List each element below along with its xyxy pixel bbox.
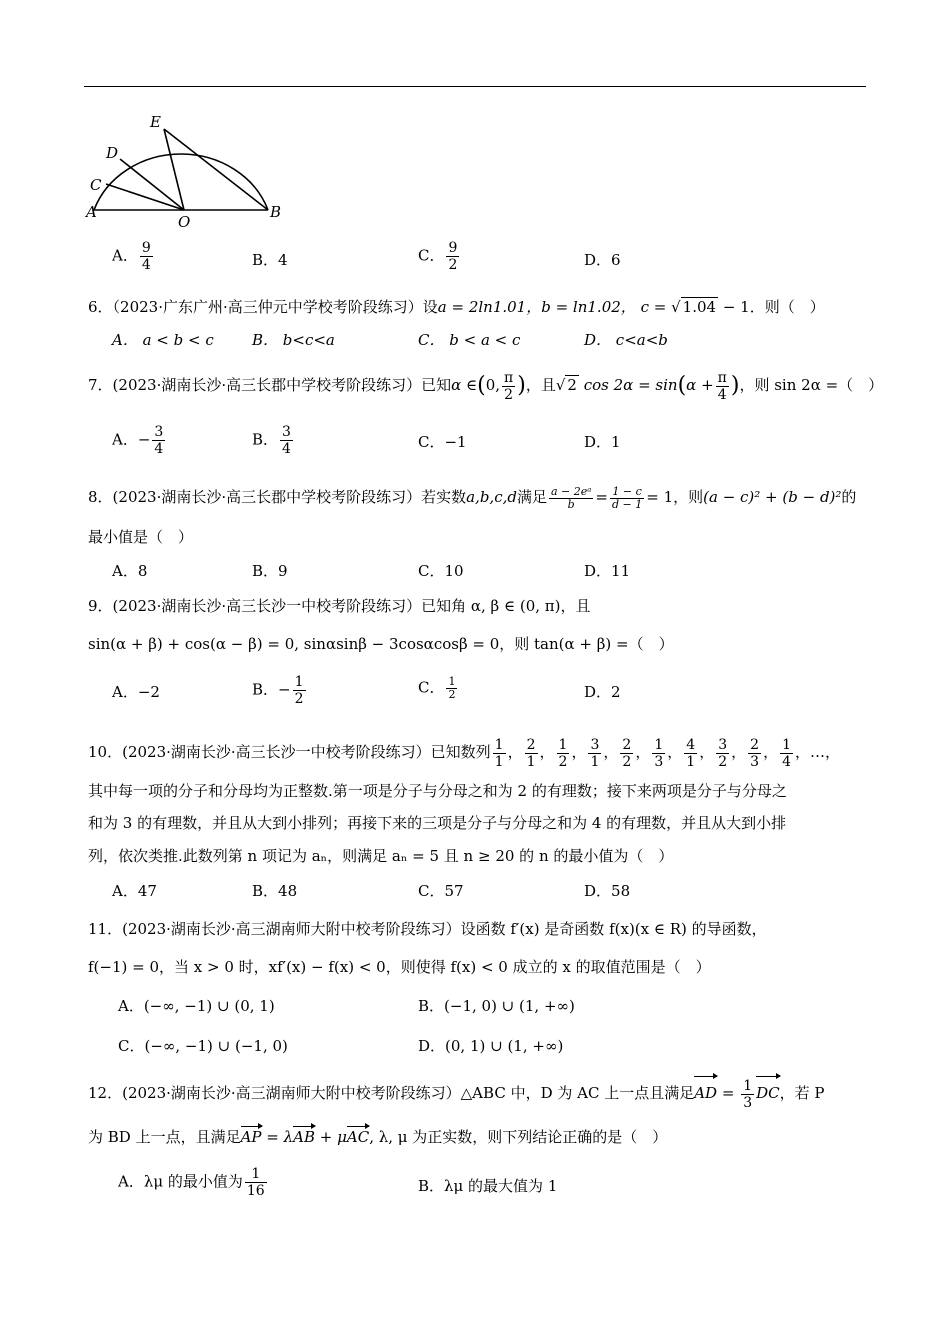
q5-option-b[interactable]: B．4 [252, 251, 288, 269]
q10-sequence-term: $\frac{1}{2}$ [558, 736, 568, 770]
q9-option-b[interactable]: B．− $\frac{1}{2}$ [252, 674, 304, 707]
q6-option-a[interactable]: A． a < b < c [112, 331, 214, 349]
q8-option-c[interactable]: C．10 [418, 562, 464, 580]
q12-option-b[interactable]: B．λμ 的最大值为 1 [418, 1177, 558, 1195]
q8-stem-line2: 最小值是（ ） [88, 528, 194, 546]
q6-option-c[interactable]: C． b < a < c [418, 331, 521, 349]
q6-option-b[interactable]: B． b<c<a [252, 331, 335, 349]
q10-sequence-term: $\frac{2}{1}$ [526, 736, 536, 770]
q12-option-a[interactable]: A．λμ 的最小值为 $\frac{1}{16}$ [118, 1166, 265, 1199]
q11-option-c[interactable]: C．(−∞, −1) ∪ (−1, 0) [118, 1037, 288, 1055]
q8-option-b[interactable]: B．9 [252, 562, 288, 580]
q10-option-b[interactable]: B．48 [252, 882, 298, 900]
q8-option-d[interactable]: D．11 [584, 562, 631, 580]
q10-sequence-term: $\frac{2}{2}$ [622, 736, 632, 770]
q10-option-a[interactable]: A．47 [112, 882, 157, 900]
q10-sequence-term: $\frac{1}{1}$ [494, 736, 504, 770]
q10-option-c[interactable]: C．57 [418, 882, 464, 900]
label-D: D [106, 144, 119, 162]
q11-option-d[interactable]: D．(0, 1) ∪ (1, +∞) [418, 1037, 564, 1055]
q11-stem-line2: f(−1) = 0，当 x > 0 时，xf′(x) − f(x) < 0，则使得 f(x) < 0 成立的 x 的取值范围是（ ） [88, 958, 711, 976]
q11-option-a[interactable]: A．(−∞, −1) ∪ (0, 1) [118, 997, 275, 1015]
header-rule [84, 86, 866, 87]
q11-option-b[interactable]: B．(−1, 0) ∪ (1, +∞) [418, 997, 575, 1015]
q10-sequence-term: $\frac{1}{4}$ [782, 736, 792, 770]
semicircle-arc [94, 154, 268, 210]
label-C: C [90, 176, 102, 194]
q12-stem-line2: 为 BD 上一点，且满足AP = λAB + μAC, λ, μ 为正实数，则下列结论正确的是（ ） [88, 1128, 668, 1146]
q8-stem: 8．(2023·湖南长沙·高三长郡中学校考阶段练习）若实数a,b,c,d满足 $\frac{\text{a − 2eᵃ}}{b}$ = $\frac{1 - c}{d - 1}$ = 1，则(a − c)² + (b − d)²的 [88, 484, 857, 511]
q11-stem-line1: 11．(2023·湖南长沙·高三湖南师大附中校考阶段练习）设函数 f′(x) 是奇函数 f(x)(x ∈ R) 的导函数， [88, 920, 767, 938]
q10-sequence-term: $\frac{3}{1}$ [590, 736, 600, 770]
chord-OD [120, 159, 184, 210]
q6-stem: 6．（2023·广东广州·高三仲元中学校考阶段练习）设a = 2ln1.01，b = ln1.02， c = √ 1.04 − 1．则（ ） [88, 298, 825, 316]
q5-option-c[interactable]: C． $\frac{9}{2}$ [418, 240, 458, 273]
semicircle-figure [84, 112, 294, 232]
q10-sequence-term: $\frac{4}{1}$ [686, 736, 696, 770]
q9-option-a[interactable]: A．−2 [112, 683, 160, 701]
q10-stem-line4: 列，依次类推.此数列第 n 项记为 aₙ，则满足 aₙ = 5 且 n ≥ 20 的 n 的最小值为（ ） [88, 847, 674, 865]
label-E: E [150, 113, 161, 131]
chord-OC [106, 184, 184, 210]
q9-stem-line2: sin(α + β) + cos(α − β) = 0, sinαsinβ − 3cosαcosβ = 0，则 tan(α + β) =（ ） [88, 635, 674, 653]
q10-sequence: $\frac{1}{1}$ ， $\frac{2}{1}$ ， $\frac{1}{2}$ ， $\frac{3}{1}$ ， $\frac{2}{2}$ ， $\frac{1}{3}$ ， $\frac{4}{1}$ ， $\frac{3}{2}$ ， $\frac{2}{3}$ ， $\frac{1}{4}$ [494, 736, 792, 770]
q10-sequence-term: $\frac{3}{2}$ [718, 736, 728, 770]
q7-stem: 7．(2023·湖南长沙·高三长郡中学校考阶段练习）已知α ∈(0, $\frac{\pi}{2}$ )，且√ 2 cos 2α = sin(α + $\frac{\pi}{4}$ )，则 sin 2α =（ ） [88, 369, 884, 403]
q12-stem: 12．(2023·湖南长沙·高三湖南师大附中校考阶段练习）△ABC 中，D 为 AC 上一点且满足AD = $\frac{1}{3}$ DC，若 P [88, 1077, 825, 1111]
q10-stem-line3: 和为 3 的有理数，并且从大到小排列；再接下来的三项是分子与分母之和为 4 的有理数，并且从大到小排 [88, 814, 787, 832]
q5-option-d[interactable]: D．6 [584, 251, 621, 269]
chord-EB [164, 129, 268, 210]
q7-option-b[interactable]: B． $\frac{3}{4}$ [252, 424, 291, 457]
q9-stem-line1: 9．(2023·湖南长沙·高三长沙一中校考阶段练习）已知角 α, β ∈ (0, π)，且 [88, 597, 591, 615]
q10-sequence-term: $\frac{2}{3}$ [750, 736, 760, 770]
q7-option-a[interactable]: A．− $\frac{3}{4}$ [112, 424, 164, 457]
q10-stem-line2: 其中每一项的分子和分母均为正整数.第一项是分子与分母之和为 2 的有理数；接下来两项是分子与分母之 [88, 782, 787, 800]
chord-OE [164, 129, 184, 210]
label-O: O [178, 213, 191, 231]
q10-sequence-term: $\frac{1}{3}$ [654, 736, 664, 770]
q8-option-a[interactable]: A．8 [112, 562, 148, 580]
q9-option-d[interactable]: D．2 [584, 683, 621, 701]
label-B: B [270, 203, 282, 221]
q5-option-a[interactable]: A． $\frac{9}{4}$ [112, 240, 151, 273]
q9-option-c[interactable]: C． $\frac{1}{2}$ [418, 675, 456, 701]
q7-option-c[interactable]: C．−1 [418, 433, 467, 451]
q6-option-d[interactable]: D． c<a<b [584, 331, 668, 349]
q7-option-d[interactable]: D．1 [584, 433, 621, 451]
q10-stem: 10．(2023·湖南长沙·高三长沙一中校考阶段练习）已知数列 $\frac{1}{1}$ ， $\frac{2}{1}$ ， $\frac{1}{2}$ ， $\frac{3}{1}$ ， $\frac{2}{2}$ ， $\frac{1}{3}$ ， $\frac{4}{1}$ ， $\frac{3}{2}$ ， $\frac{2}{3}$ ， $\frac{1}{4}$ ，…， [88, 736, 841, 770]
label-A: A [86, 203, 97, 221]
q10-option-d[interactable]: D．58 [584, 882, 631, 900]
